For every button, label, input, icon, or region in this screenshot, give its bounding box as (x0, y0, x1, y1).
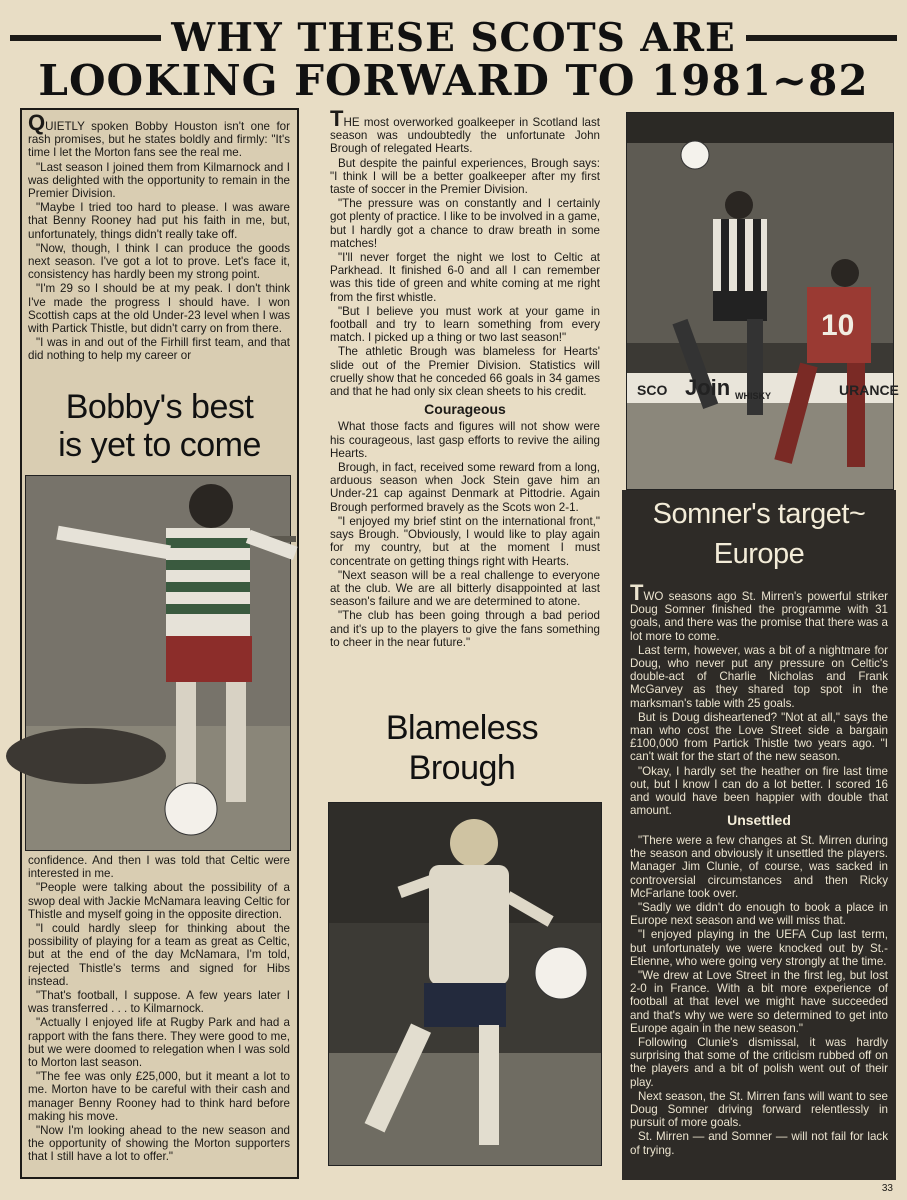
somner-para-first (630, 580, 888, 643)
somner-shirt-number: 10 (821, 309, 855, 342)
somner-para-b4: Following Clunie's dismissal, it was hardly surprising that some of the criticism rubbed off on the players and a bit of polish went out of their play. (630, 1036, 888, 1089)
bobby-para-b6: "Now I'm looking ahead to the new season and the opportunity of showing the Morton supporters that I still have a lot to offer." (28, 1124, 290, 1164)
bobby-text-bottom (28, 854, 290, 1172)
article-doug-somner (620, 108, 898, 1180)
hoarding-text-1: Join (685, 375, 731, 400)
somner-title-line-2: Europe (713, 538, 805, 570)
somner-para-b0: "There were a few changes at St. Mirren during the season and obviously it unsettled the players. Manager Jim Clunie, of course, was sacked in controversial circumstances and then Ricky McFarlane took over. (630, 834, 888, 900)
brough-title (318, 708, 606, 788)
bobby-para-3: "Now, though, I think I can produce the goods next season. I've got a lot to prove. Let's face it, consistency has hardly been my strong point. (28, 241, 290, 282)
bobby-para-b4: "Actually I enjoyed life at Rugby Park and had a rapport with the fans there. They were good to me, but we were doomed to relegation when I was sold to Morton last season. (28, 1016, 290, 1070)
bobby-para-b1: "People were talking about the possibility of a swop deal with Jackie McNamara leaving Celtic for Thistle and myself going in the opposite direction. (28, 881, 290, 921)
bobby-para-5: "I was in and out of the Firhill first team, and that did nothing to help my career or (28, 336, 290, 363)
hoarding-text-3: WHISKY (735, 391, 771, 401)
bobby-title (22, 388, 297, 464)
brough-photo-image (329, 803, 601, 1165)
bobby-houston-photo (25, 475, 291, 851)
bobby-para-4: "I'm 29 so I should be at my peak. I don't think I've made the progress I should have. I won Scottish caps at the old Under-23 level when I was with Partick Thistle, but didn't carry on from there. (28, 282, 290, 336)
somner-para-0-text: WO seasons ago St. Mirren's powerful striker Doug Somner finished the programme with 31 goals, and there was the promise that there was a lot more to come. (630, 590, 888, 643)
brough-para-2: "The pressure was on constantly and I certainly got plenty of practice. I like to be involved in a game, but I hardly got a chance to draw breath in some matches! (330, 197, 600, 250)
somner-para-b6: St. Mirren — and Somner — will not fail for lack of trying. (630, 1130, 888, 1157)
somner-subhead: Unsettled (727, 812, 791, 828)
brough-para-m4: "The club has been going through a bad period and it's up to the players to give the fans something to cheer in the near future." (330, 609, 600, 649)
brough-para-3: "I'll never forget the night we lost to Celtic at Parkhead. It finished 6-0 and all I can remember was this tide of green and white coming at me right from the first whistle. (330, 251, 600, 304)
brough-para-m1: Brough, in fact, received some reward from a long, arduous season when Jock Stein gave him an Under-21 cap against Denmark at Pittodrie. Again Brough performed bravely as the Scots won 2-1. (330, 461, 600, 514)
bobby-text-top (28, 110, 290, 376)
somner-text-bottom (630, 834, 888, 1174)
somner-para-b1: "Sadly we didn't do enough to book a place in Europe next season and we will miss that. (630, 901, 888, 928)
bobby-photo-image (26, 476, 290, 850)
bobby-para-0-text: UIETLY spoken Bobby Houston isn't one for rash promises, but he states boldly and firmly: "It's time I let the Morton fans see the real me. (28, 120, 290, 160)
brough-para-m0: What those facts and figures will not show were his courageous, last gasp efforts to revive the ailing Hearts. (330, 420, 600, 460)
john-brough-photo (328, 802, 602, 1166)
somner-title (622, 494, 896, 574)
somner-para-b5: Next season, the St. Mirren fans will want to see Doug Somner driving forward relentlessly in pursuit of more goals. (630, 1089, 888, 1130)
headline-rule-left (10, 35, 161, 41)
bobby-para-b3: "That's football, I suppose. A few years later I was transferred . . . to Kilmarnock. (28, 989, 290, 1016)
bobby-para-b2: "I could hardly sleep for thinking about the possibility of playing for a team as great as Celtic, but at the end of the day McNamara, I'm told, rejected Thistle's terms and signed for Hibs instead. (28, 922, 290, 988)
page-headline (0, 15, 907, 105)
somner-dropcap: T (630, 580, 644, 605)
brough-para-5: The athletic Brough was blameless for Hearts' slide out of the Premier Division. Statistics will cruelly show that he conceded 66 goals in 34 games and that he had only six clean sheets to his credit. (330, 345, 600, 399)
headline-line-2: LOOKING FORWARD TO 1981~82 (38, 56, 869, 105)
brough-title-line-1: Blameless (385, 709, 539, 747)
headline-rule-right (746, 35, 897, 41)
somner-para-1: Last term, however, was a bit of a nightmare for Doug, who never put any pressure on Celtic's double-act of Charlie Nicholas and Frank McGarvey as they shared top spot in the marksman's table with 25 goals. (630, 643, 888, 710)
somner-para-2: But is Doug disheartened? "Not at all," says the man who cost the Love Street side a bargain £100,000 from Partick Thistle two years ago. "I can't wait for the start of the new season. (630, 710, 888, 764)
bobby-para-1: "Last season I joined them from Kilmarnock and I was delighted with the opportunity to remain in the Premier Division. (28, 160, 290, 201)
page-number: 33 (881, 1183, 893, 1194)
brough-para-4: "But I believe you must work at your game in football and try to learn something from every match. I picked up a thing or two last season!" (330, 304, 600, 345)
bobby-title-line-1: Bobby's best (65, 388, 254, 426)
brough-para-m3: "Next season will be a real challenge to everyone at the club. We are all bitterly disappointed at last season's failure and we are determined to atone. (330, 568, 600, 609)
brough-para-first (330, 106, 600, 156)
somner-text-top (630, 580, 888, 818)
somner-title-line-1: Somner's target~ (652, 498, 866, 530)
brough-title-line-2: Brough (408, 749, 516, 787)
brough-dropcap: T (330, 106, 344, 131)
doug-somner-photo (626, 112, 899, 490)
article-bobby-houston (20, 108, 299, 1179)
hoarding-text-2: SCO (637, 382, 668, 398)
brough-para-m2: "I enjoyed my brief stint on the international front," says Brough. "Obviously, I would like to play again for my country, but at the moment I must concentrate on getting things right with Hearts. (330, 514, 600, 568)
bobby-title-line-2: is yet to come (58, 426, 261, 464)
somner-para-b2: "I enjoyed playing in the UEFA Cup last term, but unfortunately we were knocked out by St.-Etienne, who were going very strongly at the time. (630, 928, 888, 968)
bobby-para-2: "Maybe I tried too hard to please. I was aware that Benny Rooney had put his faith in me, but, unfortunately, things didn't really take off. (28, 201, 290, 241)
article-john-brough (318, 108, 606, 1180)
brough-para-1: But despite the painful experiences, Brough says: "I think I will be a better goalkeeper after my first taste of soccer in the Premier Division. (330, 156, 600, 197)
bobby-para-first (28, 110, 290, 160)
somner-para-b3: "We drew at Love Street in the first leg, but lost 2-0 in France. With a bit more experience of football at that level we might have succeeded and that's why we were so determined to get into Europe again in the new season." (630, 969, 888, 1035)
brough-subhead: Courageous (424, 401, 506, 418)
headline-line-1: WHY THESE SCOTS ARE (171, 15, 736, 61)
somner-dark-panel (622, 490, 896, 1180)
bobby-dropcap: Q (28, 110, 46, 135)
brough-text (330, 106, 600, 700)
brough-para-0-text: HE most overworked goalkeeper in Scotland last season was undoubtedly the unfortunate John Brough of relegated Hearts. (330, 116, 600, 156)
hoarding-text-4: URANCE (839, 382, 899, 398)
bobby-para-b0: confidence. And then I was told that Celtic were interested in me. (28, 854, 290, 881)
somner-photo-image (627, 113, 899, 489)
bobby-para-b5: "The fee was only £25,000, but it meant a lot to me. Morton have to be careful with their cash and manager Benny Rooney had to think hard before making his move. (28, 1070, 290, 1123)
somner-para-3: "Okay, I hardly set the heather on fire last time out, but I know I can do a lot better. I scored 16 and would have been happier with double that amount. (630, 764, 888, 818)
